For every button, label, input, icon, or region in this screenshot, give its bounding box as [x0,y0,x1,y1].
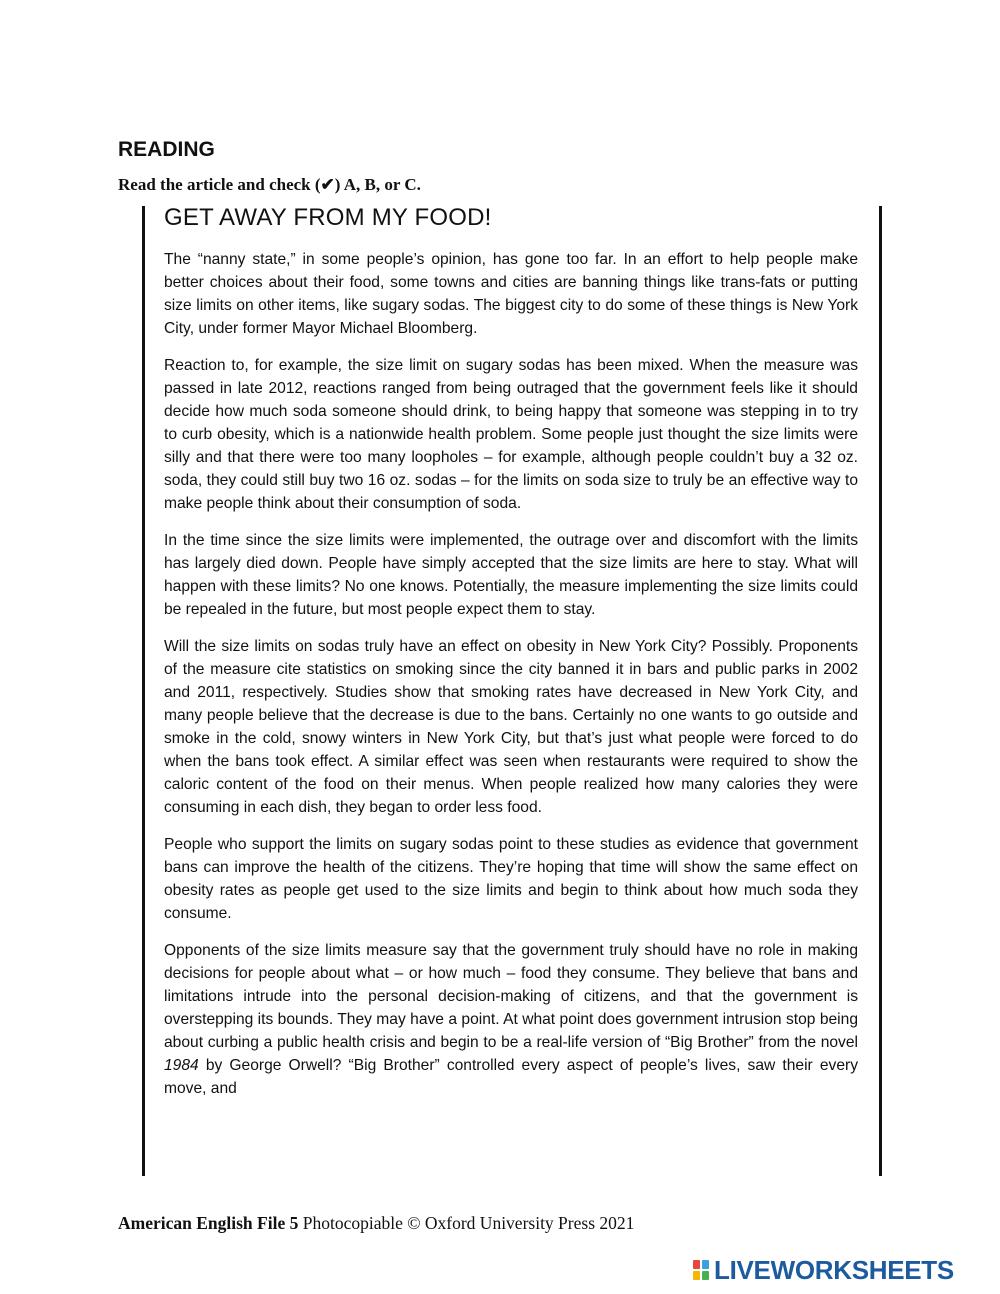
article-paragraph-6 [164,939,858,1100]
footer-notice: Photocopiable © Oxford University Press 2021 [298,1213,635,1233]
article-paragraph-1: The “nanny state,” in some people’s opinion, has gone too far. In an effort to help people make better choices about their food, some towns and cities are banning things like trans-fats or putting size limits on other items, like sugary sodas. The biggest city to do some of these things is New York City, under former Mayor Michael Bloomberg. [164,251,858,337]
logo-block-blue [702,1260,709,1269]
footer-copyright [118,1213,634,1234]
logo-block-green [702,1271,709,1280]
instruction-text: Read the article and check (✔) A, B, or C. [118,175,421,194]
logo-blocks-icon [693,1260,709,1280]
article [164,202,858,1114]
article-paragraph-3: In the time since the size limits were implemented, the outrage over and discomfort with the limits has largely died down. People have simply accepted that the size limits are here to stay. What will happen with these limits? No one knows. Potentially, the measure implementing the size limits could be repealed in the future, but most people expect them to stay. [164,532,858,618]
logo-block-red [693,1260,700,1269]
footer-book-title: American English File 5 [118,1213,299,1233]
liveworksheets-logo [693,1255,954,1285]
section-heading: READING [118,138,215,161]
article-paragraph-4: Will the size limits on sodas truly have an effect on obesity in New York City? Possibly. Proponents of the measure cite statistics on smoking since the city banned it in bars and public parks in 2002 and 2011, respectively. Studies show that smoking rates have decreased in New York City, and many people believe that the decrease is due to the bans. Certainly no one wants to go outside and smoke in the cold, snowy winters in New York City, but that’s just what people were forced to do when the bans took effect. A similar effect was seen when restaurants were required to show the caloric content of the food on their menus. When people realized how many calories they were consuming in each dish, they began to order less food. [164,638,858,816]
novel-title: 1984 [164,1057,199,1074]
article-title: GET AWAY FROM MY FOOD! [164,204,492,231]
paragraph-6-text-end: by George Orwell? “Big Brother” controlled every aspect of people’s lives, saw their every move, and [164,1057,858,1097]
article-paragraph-2: Reaction to, for example, the size limit on sugary sodas has been mixed. When the measure was passed in late 2012, reactions ranged from being outraged that the government feels like it should decide how much soda someone should drink, to being happy that someone was stepping in to try to curb obesity, which is a nationwide health problem. Some people just thought the size limits were silly and that there were too many loopholes – for example, although people couldn’t buy a 32 oz. soda, they could still buy two 16 oz. sodas – for the limits on soda size to truly be an effective way to make people think about their consumption of soda. [164,357,858,512]
logo-block-yellow [693,1271,700,1280]
paragraph-6-text-start: Opponents of the size limits measure say that the government truly should have no role in making decisions for people about what – or how much – food they consume. They believe that bans and limitations intrude into the personal decision-making of citizens, and that the government is overstepping its bounds. They may have a point. At what point does government intrusion stop being about curbing a public health crisis and begin to be a real-life version of “Big Brother” from the novel [164,942,858,1051]
logo-text: LIVEWORKSHEETS [714,1255,954,1285]
article-paragraph-5: People who support the limits on sugary sodas point to these studies as evidence that government bans can improve the health of the citizens. They’re hoping that time will show the same effect on obesity rates as people get used to the size limits and begin to think about how much soda they consume. [164,836,858,922]
